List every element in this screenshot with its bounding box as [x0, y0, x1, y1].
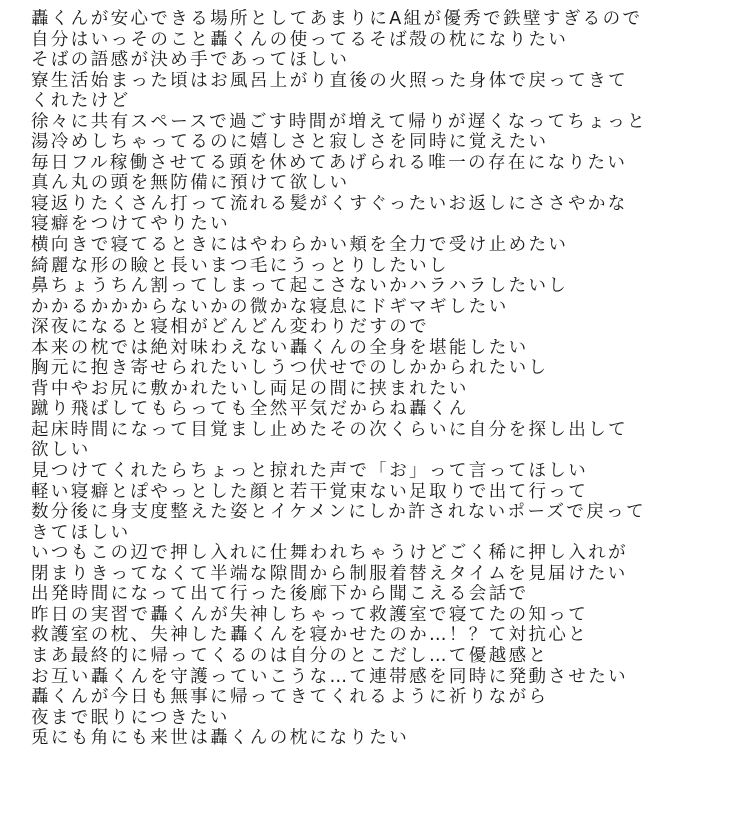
text-line: 兎にも角にも来世は轟くんの枕になりたい	[31, 728, 410, 749]
text-line: 蹴り飛ばしてもらっても全然平気だからね轟くん	[31, 399, 469, 420]
text-line: まあ最終的に帰ってくるのは自分のとこだし…て優越感と	[31, 645, 549, 666]
text-line: 救護室の枕、失神した轟くんを寝かせたのか…！？て対抗心と	[31, 625, 589, 646]
text-line: くれたけど	[31, 91, 131, 112]
text-line: 昨日の実習で轟くんが失神しちゃって救護室で寝てたの知って	[31, 604, 589, 625]
text-line: 毎日フル稼働させてる頭を休めてあげられる唯一の存在になりたい	[31, 152, 628, 173]
text-line: 湯冷めしちゃってるのに嬉しさと寂しさを同時に覚えたい	[31, 132, 549, 153]
text-line: きてほしい	[31, 522, 131, 543]
text-line: いつもこの辺で押し入れに仕舞われちゃうけどごく稀に押し入れが	[31, 543, 628, 564]
text-line: 胸元に抱き寄せられたいしうつ伏せでのしかかられたいし	[31, 358, 549, 379]
text-line: 出発時間になって出て行った後廊下から聞こえる会話で	[31, 584, 529, 605]
text-line: 轟くんが今日も無事に帰ってきてくれるように祈りながら	[31, 687, 549, 708]
text-line: 欲しい	[31, 440, 91, 461]
text-line: 寮生活始まった頃はお風呂上がり直後の火照った身体で戻ってきて	[31, 70, 628, 91]
text-line: 背中やお尻に敷かれたいし両足の間に挟まれたい	[31, 378, 469, 399]
text-line: 深夜になると寝相がどんどん変わりだすので	[31, 317, 429, 338]
text-line: 起床時間になって目覚まし止めたその次くらいに自分を探し出して	[31, 419, 628, 440]
text-line: 本来の枕では絶対味わえない轟くんの全身を堪能したい	[31, 337, 529, 358]
text-line: 綺麗な形の瞼と長いまつ毛にうっとりしたいし	[31, 255, 449, 276]
text-line: 轟くんが安心できる場所としてあまりにA組が優秀で鉄壁すぎるので	[31, 9, 643, 29]
text-line: 横向きで寝てるときにはやわらかい頬を全力で受け止めたい	[31, 235, 569, 256]
text-line: 夜まで眠りにつきたい	[31, 707, 230, 728]
text-line: 見つけてくれたらちょっと掠れた声で「お」って言ってほしい	[31, 461, 589, 482]
text-line: そばの語感が決め手であってほしい	[31, 50, 350, 71]
text-line: 徐々に共有スペースで過ごす時間が増えて帰りが遅くなってちょっと	[31, 111, 648, 132]
text-line: 数分後に身支度整えた姿とイケメンにしか許されないポーズで戻って	[31, 502, 646, 523]
text-line: かかるかかからないかの微かな寝息にドギマギしたい	[31, 296, 509, 317]
text-line: 寝返りたくさん打って流れる髪がくすぐったいお返しにささやかな	[31, 193, 628, 214]
text-line: 鼻ちょうちん割ってしまって起こさないかハラハラしたいし	[31, 276, 569, 297]
text-line: 寝癖をつけてやりたい	[31, 214, 230, 235]
text-line: お互い轟くんを守護っていこうな…て連帯感を同時に発動させたい	[31, 666, 628, 687]
text-line: 自分はいっそのこと轟くんの使ってるそば殻の枕になりたい	[31, 29, 569, 50]
text-line: 真ん丸の頭を無防備に預けて欲しい	[31, 173, 350, 194]
text-line: 閉まりきってなくて半端な隙間から制服着替えタイムを見届けたい	[31, 563, 628, 584]
text-line: 軽い寝癖とぽやっとした顔と若干覚束ない足取りで出て行って	[31, 481, 589, 502]
